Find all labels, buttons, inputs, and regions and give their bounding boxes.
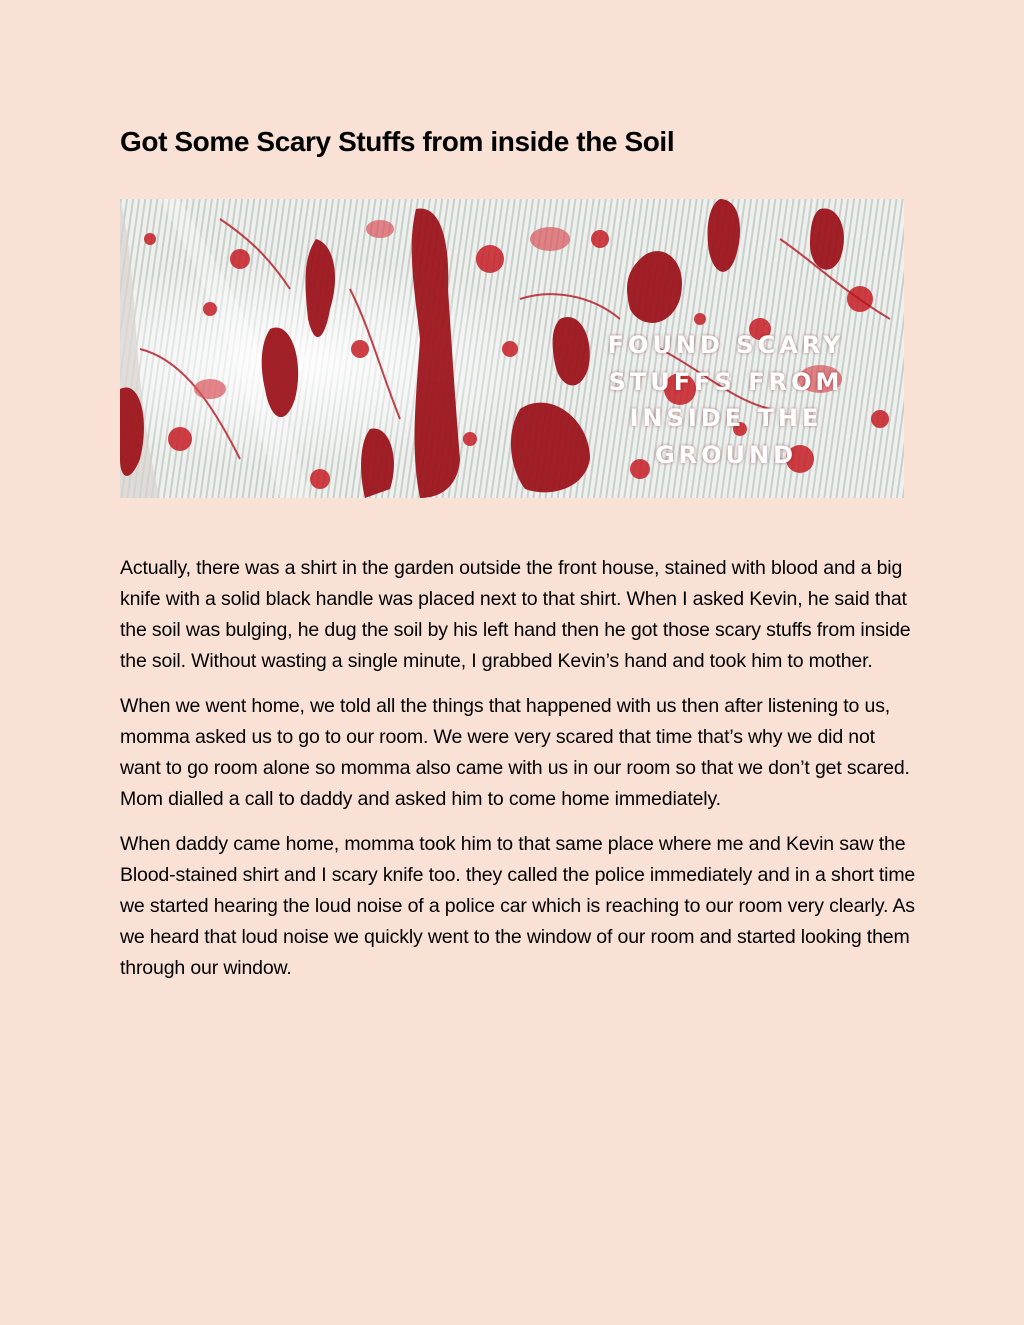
hero-image (120, 199, 904, 498)
paragraph: When we went home, we told all the things that happened with us then after listening to us, momma asked us to go to our room. We were very scared that time that’s why we did not want to go room alone so momma also came with us in our room so that we don’t get scared. Mom dialled a call to daddy and asked him to come home immediately. (120, 695, 910, 810)
article-body (120, 553, 920, 998)
hero-caption: FOUND SCARY STUFFS FROM INSIDE THE GROUND (607, 331, 845, 469)
paragraph: When daddy came home, momma took him to that same place where me and Kevin saw the Blood-stained shirt and I scary knife too. they called the police immediately and in a short time we started hearing the loud noise of a police car which is reaching to our room very clearly. As we heard that loud noise we quickly went to the window of our room and started looking them through our window. (120, 833, 916, 979)
paragraph: Actually, there was a shirt in the garden outside the front house, stained with blood and a big knife with a solid black handle was placed next to that shirt. When I asked Kevin, he said that the soil was bulging, he dug the soil by his left hand then he got those scary stuffs from inside the soil. Without wasting a single minute, I grabbed Kevin’s hand and took him to mother. (120, 557, 911, 672)
page-title: Got Some Scary Stuffs from inside the Soil (120, 126, 675, 157)
